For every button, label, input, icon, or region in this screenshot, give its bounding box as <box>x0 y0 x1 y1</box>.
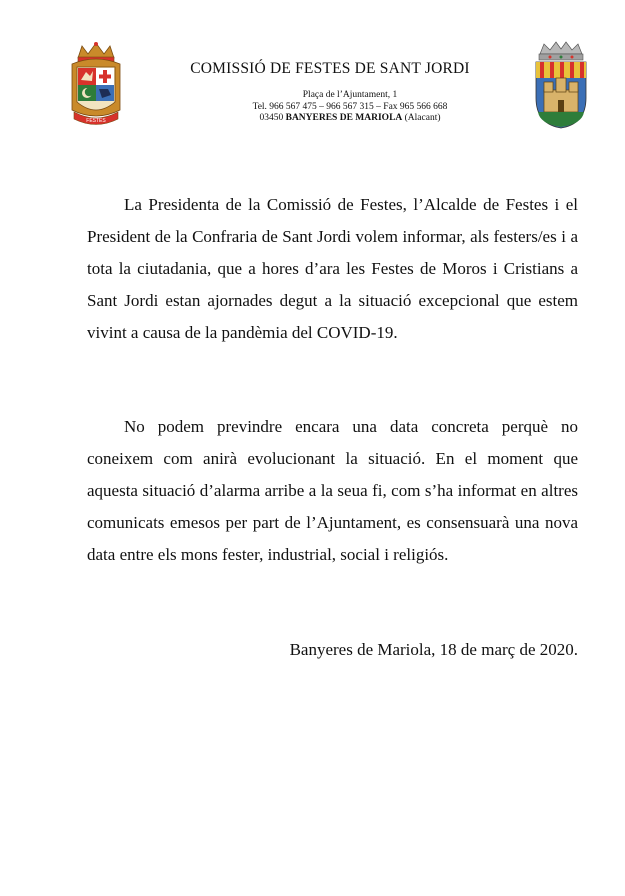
phone-line: Tel. 966 567 475 – 966 567 315 – Fax 965 566 668 <box>252 101 448 112</box>
town-coat-of-arms-logo <box>530 40 592 130</box>
senyera-bars <box>536 62 586 78</box>
signature-date-line: Banyeres de Mariola, 18 de març de 2020. <box>289 640 578 659</box>
address-line: Plaça de l’Ajuntament, 1 <box>302 90 398 100</box>
paragraph-announcement: La Presidenta de la Comissió de Festes, l’Alcalde de Festes i el President de la Confraria de Sant Jordi volem informar, als festers/es i a tota la ciutadania, que a hores d’ara les Festes de Moros i Cristians a Sant Jordi estan ajornades degut a la situació excepcional que estem vivint a causa de la pandèmia del COVID-19. <box>87 195 578 342</box>
town-name: BANYERES DE MARIOLA <box>285 113 403 123</box>
province: (Alacant) <box>404 113 441 123</box>
paragraph-new-date: No podem previndre encara una data concreta perquè no coneixem com anirà evolucionant la situació. En el moment que aquesta situació d’alarma arribe a la seua fi, com s’ha informat en altres comunicats emesos per part de l’Ajuntament, es consensuarà una nova data entre els mons fester, industrial, social i religiós. <box>87 417 578 564</box>
crown-icon <box>539 42 583 60</box>
castle-icon <box>544 78 578 112</box>
town-line <box>170 113 530 125</box>
emblem-caption: FESTES <box>86 118 106 124</box>
postal-code: 03450 <box>259 113 284 123</box>
header-address-block <box>170 90 530 125</box>
header-title: COMISSIÓ DE FESTES DE SANT JORDI <box>190 60 470 77</box>
festes-emblem-logo <box>68 40 124 130</box>
